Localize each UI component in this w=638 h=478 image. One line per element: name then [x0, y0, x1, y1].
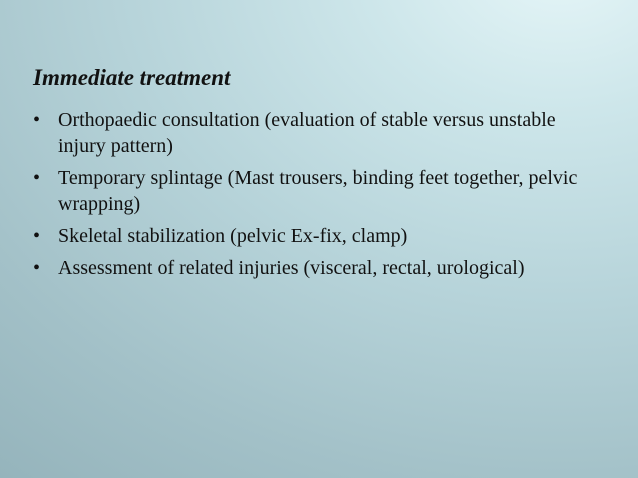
bullet-list	[33, 107, 603, 287]
bullet-icon: •	[33, 109, 41, 131]
bullet-text: Assessment of related injuries (visceral, rectal, urological)	[58, 257, 525, 279]
bullet-item	[33, 107, 603, 159]
bullet-item	[33, 165, 603, 217]
bullet-icon: •	[33, 257, 41, 279]
slide-heading: Immediate treatment	[33, 65, 231, 90]
bullet-item	[33, 255, 603, 281]
bullet-icon: •	[33, 225, 41, 247]
bullet-text: Orthopaedic consultation (evaluation of stable versus unstable injury pattern)	[58, 109, 556, 157]
bullet-item	[33, 223, 603, 249]
bullet-text: Skeletal stabilization (pelvic Ex-fix, clamp)	[58, 225, 408, 247]
bullet-icon: •	[33, 167, 41, 189]
bullet-text: Temporary splintage (Mast trousers, binding feet together, pelvic wrapping)	[58, 167, 578, 215]
